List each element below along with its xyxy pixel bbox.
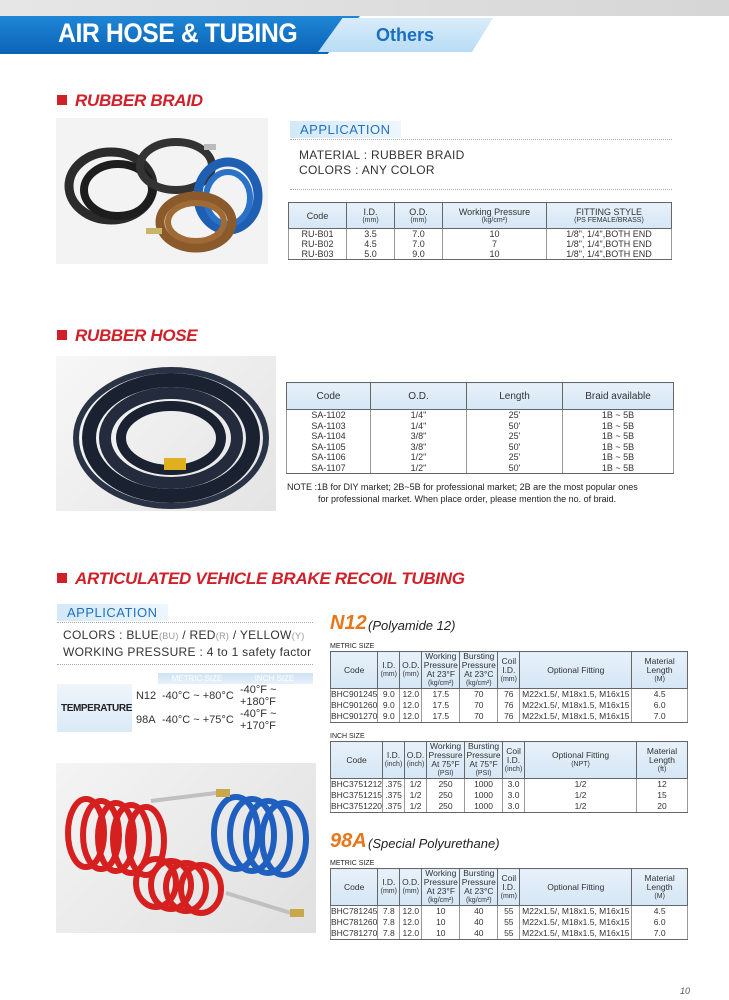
col-unit: (kg/cm²) (427, 680, 454, 687)
cell: 50' (467, 421, 563, 432)
page-number: 10 (680, 986, 691, 996)
cell: BHC3751220 (331, 801, 383, 811)
cell: 10 (422, 917, 460, 928)
cell: 70 (460, 689, 498, 701)
cell: 250 (427, 779, 465, 791)
rubber-hose-table (286, 382, 674, 474)
cell: 70 (460, 700, 498, 711)
cell: -40°F ~ +170°F (239, 708, 277, 732)
col-unit: (inch) (384, 761, 403, 768)
col-unit: (PSI) (437, 770, 454, 777)
col-label: Material Length (644, 655, 675, 675)
cell: 3.0 (503, 779, 525, 791)
col-unit: (inch) (504, 765, 523, 773)
col-label: Bursting Pressure At 75°F (466, 741, 501, 769)
cell: 40 (460, 928, 498, 940)
cell: 10 (443, 229, 547, 240)
col-label: Bursting Pressure At 23°C (461, 651, 496, 679)
col-wp-label: Working Pressure (458, 207, 531, 217)
cell: .375 (383, 790, 405, 801)
col-label: Working Pressure At 23°F (423, 651, 458, 679)
cell: 9.0 (378, 700, 400, 711)
color-code: (BU) (158, 631, 179, 641)
cell: SA-1105 (287, 442, 371, 453)
cell: RU-B01 (289, 229, 347, 240)
cell: .375 (383, 801, 405, 813)
col-label: Coil I.D. (501, 872, 517, 892)
cell: 1/8", 1/4",BOTH END (547, 229, 672, 240)
col-label: Material Length (646, 745, 678, 765)
col-unit: (mm) (380, 671, 397, 678)
cell: 12.0 (400, 711, 422, 723)
rubber-braid-photo (56, 118, 268, 264)
table-row (331, 917, 688, 928)
table-row (287, 452, 674, 463)
metric-size-head: METRIC SIZE (158, 673, 236, 684)
cell: 1000 (465, 779, 503, 791)
col-unit: (mm) (500, 892, 517, 900)
cell: M22x1.5/, M18x1.5, M16x15 (520, 700, 632, 711)
col-length (632, 869, 688, 906)
color-yellow: / YELLOW (229, 628, 292, 642)
col-od: O.D. (371, 383, 467, 410)
inch-size-head: INCH SIZE (236, 673, 313, 684)
col-od (405, 742, 427, 779)
table-row (331, 711, 688, 723)
col-bp (460, 869, 498, 906)
col-code: Code (331, 742, 383, 779)
a98-title: 98A (330, 830, 367, 852)
col-code: Code (331, 869, 378, 906)
cell: BHC901245 (331, 689, 378, 699)
cell: 3.0 (503, 801, 525, 813)
col-unit: (inch) (406, 761, 425, 768)
cell: BHC3751215 (331, 790, 383, 800)
cell: -40°C ~ +80°C (161, 690, 234, 702)
cell: 7.0 (632, 928, 688, 940)
n12-metric-label: METRIC SIZE (330, 643, 375, 650)
col-od (400, 869, 422, 906)
cell: 76 (498, 711, 520, 723)
cell: SA-1106 (287, 452, 371, 463)
cell: 9.0 (378, 689, 400, 701)
cell: 3/8" (371, 431, 467, 442)
col-unit: (mm) (402, 671, 419, 678)
cell: 7.8 (378, 917, 400, 928)
n12-metric-table (330, 651, 688, 723)
table-row (331, 700, 688, 711)
cell: SA-1103 (287, 421, 371, 432)
rubber-hose-heading (57, 326, 197, 346)
cell: 1/2 (525, 779, 637, 791)
cell: 12.0 (400, 917, 422, 928)
col-id (378, 652, 400, 689)
cell: 1/2 (525, 790, 637, 801)
cell: 17.5 (422, 700, 460, 711)
cell: 1B ~ 5B (563, 410, 674, 421)
table-row (289, 249, 672, 260)
col-length (632, 652, 688, 689)
cell: 17.5 (422, 711, 460, 723)
col-wp-unit: (kg/cm²) (481, 217, 508, 224)
cell: 1/2 (405, 801, 427, 813)
color-code: (R) (215, 631, 230, 641)
cell: 40 (460, 906, 498, 918)
cell: 4.5 (632, 906, 688, 918)
cell: 55 (498, 917, 520, 928)
cell: 10 (443, 249, 547, 260)
table-row (289, 229, 672, 240)
cell: 6.0 (632, 700, 688, 711)
brake-colors (63, 628, 305, 644)
cell: 40 (460, 917, 498, 928)
col-od-unit: (mm) (410, 217, 427, 224)
cell: 1/4" (371, 421, 467, 432)
col-wp (422, 652, 460, 689)
cell: 1B ~ 5B (563, 463, 674, 474)
divider (290, 189, 672, 190)
cell: 4.5 (632, 689, 688, 701)
cell: 1/8", 1/4",BOTH END (547, 239, 672, 249)
col-od-label: O.D. (409, 207, 428, 217)
col-label: Coil I.D. (501, 655, 517, 675)
table-row (287, 410, 674, 421)
col-unit: (PSI) (475, 770, 492, 777)
cell: 250 (427, 801, 465, 813)
cell: 6.0 (632, 917, 688, 928)
col-code: Code (289, 203, 347, 229)
col-fitting (525, 742, 637, 779)
cell: 9.0 (395, 249, 443, 260)
table-row (331, 928, 688, 940)
cell: 76 (498, 689, 520, 701)
col-code: Code (287, 383, 371, 410)
table-row (57, 684, 313, 708)
col-od (395, 203, 443, 229)
cell: 1B ~ 5B (563, 431, 674, 442)
cell: 1000 (465, 790, 503, 801)
cell: 25' (467, 431, 563, 442)
col-id (383, 742, 405, 779)
cell: SA-1102 (287, 410, 371, 421)
cell: 10 (422, 928, 460, 940)
cell: SA-1104 (287, 431, 371, 442)
cell: 3/8" (371, 442, 467, 453)
col-label: Working Pressure At 75°F (428, 741, 463, 769)
cell: 17.5 (422, 689, 460, 701)
cell: 7.8 (378, 928, 400, 940)
cell: 50' (467, 442, 563, 453)
cell: 1000 (465, 801, 503, 813)
cell: RU-B02 (289, 239, 347, 249)
cell: 1/8", 1/4",BOTH END (547, 249, 672, 260)
hose-note-line2: for professional market. When place order, please mention the no. of braid. (318, 494, 617, 504)
col-length: Length (467, 383, 563, 410)
cell: 10 (422, 906, 460, 918)
cell: BHC781260 (331, 917, 378, 927)
hose-note-line1: NOTE :1B for DIY market; 2B~5B for professional market; 2B are the most popular ones (287, 482, 638, 492)
rubber-braid-heading-text: RUBBER BRAID (75, 91, 203, 110)
col-unit: (ft) (657, 765, 667, 773)
cell: 7.0 (632, 711, 688, 723)
table-row (287, 431, 674, 442)
cell: 1/2" (371, 452, 467, 463)
col-label: O.D. (402, 877, 420, 887)
cell: BHC901270 (331, 711, 378, 721)
cell: 7 (443, 239, 547, 249)
color-red: / RED (178, 628, 216, 642)
table-row (287, 463, 674, 474)
cell: -40°C ~ +75°C (161, 714, 234, 726)
col-label: Material Length (644, 872, 675, 892)
cell: 7.0 (395, 239, 443, 249)
col-bp (460, 652, 498, 689)
table-row (331, 906, 688, 918)
col-length (637, 742, 688, 779)
rubber-hose-heading-text: RUBBER HOSE (75, 326, 198, 345)
temperature-label: TEMPERATURE (57, 684, 132, 732)
col-label: Coil I.D. (506, 745, 521, 765)
col-coil (498, 652, 520, 689)
col-label: I.D. (386, 750, 401, 760)
table-row (287, 442, 674, 453)
cell: 12 (637, 779, 688, 791)
bullet-square-icon (57, 330, 67, 340)
divider (57, 664, 313, 665)
cell: -40°F ~ +180°F (239, 684, 277, 708)
cell: 1/4" (371, 410, 467, 421)
divider (290, 139, 672, 140)
bullet-square-icon (57, 95, 67, 105)
col-unit: (mm) (402, 888, 419, 895)
col-fitting-label: FITTING STYLE (575, 207, 642, 217)
cell: 5.0 (347, 249, 395, 260)
col-label: I.D. (382, 660, 396, 670)
col-label: Bursting Pressure At 23°C (461, 868, 496, 896)
col-id-label: I.D. (363, 207, 378, 217)
brake-application-label: APPLICATION (57, 604, 168, 621)
braid-hose-illustration (56, 118, 268, 264)
cell: 7.0 (395, 229, 443, 240)
cell: 9.0 (378, 711, 400, 723)
header-subtitle: Others (376, 25, 435, 45)
col-label: I.D. (382, 877, 396, 887)
col-wp (422, 869, 460, 906)
n12-subtitle: (Polyamide 12) (368, 618, 456, 633)
cell: BHC901260 (331, 700, 378, 710)
cell: .375 (383, 779, 405, 791)
col-unit: (kg/cm²) (427, 897, 454, 904)
col-label: Working Pressure At 23°F (423, 868, 458, 896)
n12-inch-table (330, 741, 688, 813)
cell: M22x1.5/, M18x1.5, M16x15 (520, 928, 632, 940)
cell: BHC781245 (331, 906, 378, 916)
col-bp (465, 742, 503, 779)
brake-working-pressure: WORKING PRESSURE : 4 to 1 safety factor (63, 645, 312, 659)
cell: 12.0 (400, 700, 422, 711)
cell: 7.8 (378, 906, 400, 918)
cell: 76 (498, 700, 520, 711)
color-code: (Y) (291, 631, 305, 641)
cell: M22x1.5/, M18x1.5, M16x15 (520, 689, 632, 701)
cell: N12 (135, 690, 157, 702)
col-unit: (kg/cm²) (465, 680, 492, 687)
col-code: Code (331, 652, 378, 689)
cell: 1B ~ 5B (563, 452, 674, 463)
page-title: AIR HOSE & TUBING (58, 18, 298, 48)
cell: 50' (467, 463, 563, 474)
a98-metric-table (330, 868, 688, 940)
col-fitting-unit: (PS FEMALE/BRASS) (574, 217, 644, 224)
braid-colors: COLORS : ANY COLOR (299, 163, 435, 177)
cell: 98A (135, 714, 156, 726)
cell: M22x1.5/, M18x1.5, M16x15 (520, 917, 632, 928)
col-od (400, 652, 422, 689)
col-unit: (NPT) (571, 761, 590, 768)
braid-application-label: APPLICATION (290, 121, 401, 138)
cell: M22x1.5/, M18x1.5, M16x15 (520, 711, 632, 723)
col-fitting: Optional Fitting (520, 652, 632, 689)
col-fitting: Optional Fitting (520, 869, 632, 906)
cell: 15 (637, 790, 688, 801)
col-label: O.D. (402, 660, 420, 670)
cell: 1/2 (405, 790, 427, 801)
col-unit: (mm) (380, 888, 397, 895)
braid-material: MATERIAL : RUBBER BRAID (299, 148, 465, 162)
rubber-hose-photo (56, 356, 276, 511)
col-id (347, 203, 395, 229)
cell: 70 (460, 711, 498, 723)
cell: 1/2 (525, 801, 637, 813)
cell: 250 (427, 790, 465, 801)
table-row (331, 779, 688, 791)
cell: 12.0 (400, 928, 422, 940)
a98-subtitle: (Special Polyurethane) (368, 836, 500, 851)
divider (57, 622, 313, 623)
cell: 3.5 (347, 229, 395, 240)
col-label: Optional Fitting (551, 750, 610, 760)
table-row (289, 239, 672, 249)
cell: 1/2" (371, 463, 467, 474)
col-coil (503, 742, 525, 779)
table-row (331, 689, 688, 701)
rubber-hose-illustration (56, 356, 276, 511)
rubber-braid-table (288, 202, 672, 260)
recoil-tubing-illustration (56, 763, 316, 933)
colors-label: COLORS : BLUE (63, 628, 159, 642)
cell: BHC781270 (331, 928, 378, 938)
rubber-braid-heading (57, 91, 203, 111)
cell: 3.0 (503, 790, 525, 801)
cell: SA-1107 (287, 463, 371, 474)
a98-metric-label: METRIC SIZE (330, 860, 375, 867)
col-unit: (mm) (500, 675, 517, 683)
recoil-tubing-photo (56, 763, 316, 933)
cell: 4.5 (347, 239, 395, 249)
table-row (287, 421, 674, 432)
table-row (331, 801, 688, 813)
cell: 25' (467, 452, 563, 463)
cell: 1B ~ 5B (563, 421, 674, 432)
n12-title: N12 (330, 612, 367, 634)
col-unit: (M) (654, 675, 665, 683)
cell: 20 (637, 801, 688, 813)
col-id-unit: (mm) (362, 217, 379, 224)
n12-inch-label: INCH SIZE (330, 733, 365, 740)
temp-blank (132, 673, 158, 684)
cell: RU-B03 (289, 249, 347, 260)
cell: 1B ~ 5B (563, 442, 674, 453)
temp-blank (57, 673, 132, 684)
cell: 12.0 (400, 689, 422, 701)
col-fitting (547, 203, 672, 229)
cell: M22x1.5/, M18x1.5, M16x15 (520, 906, 632, 918)
cell: 1/2 (405, 779, 427, 791)
brake-tubing-heading-text: ARTICULATED VEHICLE BRAKE RECOIL TUBING (75, 569, 465, 588)
col-wp (427, 742, 465, 779)
col-id (378, 869, 400, 906)
top-bar (0, 0, 729, 16)
table-row (331, 790, 688, 801)
col-unit: (kg/cm²) (465, 897, 492, 904)
brake-tubing-heading (57, 569, 465, 589)
col-coil (498, 869, 520, 906)
col-wp (443, 203, 547, 229)
cell: 55 (498, 906, 520, 918)
col-unit: (M) (654, 892, 665, 900)
cell: BHC3751212 (331, 779, 383, 789)
cell: 12.0 (400, 906, 422, 918)
col-braid: Braid available (563, 383, 674, 410)
col-label: O.D. (406, 750, 425, 760)
cell: 25' (467, 410, 563, 421)
cell: 55 (498, 928, 520, 940)
bullet-square-icon (57, 573, 67, 583)
temperature-table (57, 673, 313, 732)
